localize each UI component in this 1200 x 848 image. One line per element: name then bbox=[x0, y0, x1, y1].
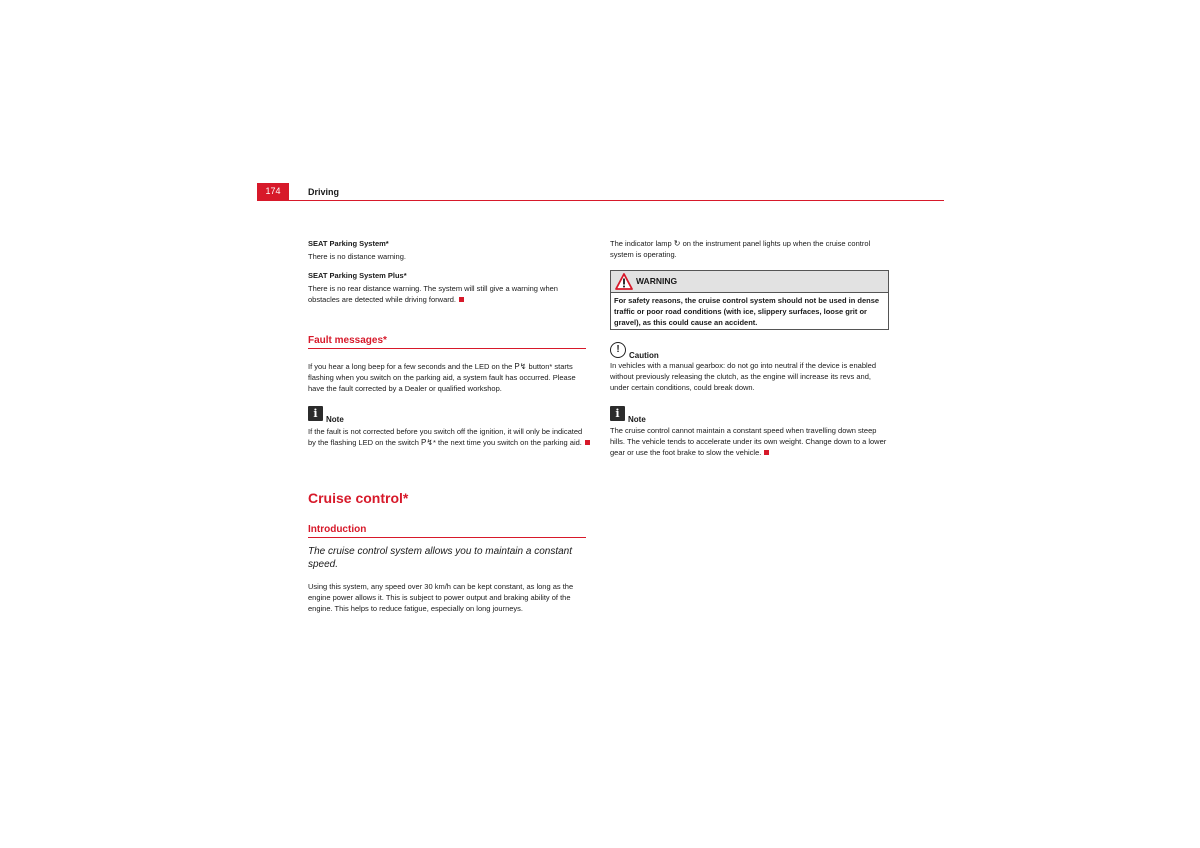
note-paragraph-left bbox=[308, 426, 590, 448]
end-mark bbox=[585, 440, 590, 445]
fault-paragraph bbox=[308, 361, 588, 394]
introduction-heading: Introduction bbox=[308, 524, 586, 538]
introduction-lead: The cruise control system allows you to maintain a constant speed. bbox=[308, 546, 573, 570]
fault-messages-heading: Fault messages* bbox=[308, 335, 586, 349]
end-mark bbox=[459, 297, 464, 302]
indicator-text-part1: The indicator lamp bbox=[610, 239, 674, 248]
cruise-control-lamp-icon: ↻ bbox=[673, 239, 681, 248]
fault-text-part1: If you hear a long beep for a few seconds and the LED on the bbox=[308, 362, 515, 371]
cruise-control-title: Cruise control* bbox=[308, 490, 409, 506]
warning-triangle-icon bbox=[615, 273, 633, 290]
warning-header bbox=[611, 271, 888, 293]
parking-plus-text: There is no rear distance warning. The system will still give a warning when obstacles are detected while driving forward. bbox=[308, 284, 558, 304]
indicator-paragraph bbox=[610, 238, 882, 260]
section-title: Driving bbox=[308, 187, 340, 197]
fault-text-part2: button* starts flashing when you switch on the parking aid, a system fault has occurred. Please have the fault corrected by a Dealer or qualified workshop. bbox=[308, 362, 576, 393]
header-rule bbox=[257, 200, 944, 201]
end-mark bbox=[764, 450, 769, 455]
note-header-right bbox=[610, 405, 646, 424]
warning-box bbox=[610, 270, 889, 330]
indicator-text-part2: on the instrument panel lights up when the cruise control system is operating. bbox=[610, 239, 871, 259]
note-text-part1: If the fault is not corrected before you switch off the ignition, it will only be indicated by the flashing LED on the switch bbox=[308, 427, 583, 447]
note-paragraph-right bbox=[610, 425, 888, 458]
page-number: 174 bbox=[257, 183, 289, 200]
parking-switch-icon: P↯ bbox=[420, 438, 434, 447]
introduction-text: Using this system, any speed over 30 km/h can be kept constant, as long as the engine power allows it. This is subject to power output and braking ability of the engine. This helps to reduce fatigue, especially on long journeys. bbox=[308, 582, 574, 613]
note-text: The cruise control cannot maintain a constant speed when travelling down steep hills. The vehicle tends to accelerate under its own weight. Change down to a lower gear or use the foot brake to slow the vehicle. bbox=[610, 426, 887, 457]
caution-icon: ! bbox=[610, 342, 626, 358]
warning-title: WARNING bbox=[636, 276, 678, 286]
note-title: Note bbox=[326, 415, 344, 424]
parking-system-title: SEAT Parking System* bbox=[308, 239, 389, 248]
caution-text: In vehicles with a manual gearbox: do not go into neutral if the device is enabled without previously releasing the clutch, as the engine will increase its revs and, under certain conditions, could break down. bbox=[610, 361, 877, 392]
parking-system-text: There is no distance warning. bbox=[308, 252, 406, 261]
warning-text: For safety reasons, the cruise control system should not be used in dense traffic or poor road conditions (with ice, slippery surfaces, loose grit or gravel), as this could cause an accident. bbox=[614, 296, 880, 327]
note-header-left bbox=[308, 405, 344, 424]
note-text-part2: * the next time you switch on the parking aid. bbox=[433, 438, 582, 447]
note-title: Note bbox=[628, 415, 646, 424]
caution-title: Caution bbox=[629, 351, 659, 360]
parking-switch-icon: P↯ bbox=[514, 362, 527, 371]
parking-plus-paragraph bbox=[308, 283, 588, 305]
info-note-icon: i bbox=[610, 406, 625, 421]
caution-header bbox=[610, 341, 659, 360]
parking-plus-title: SEAT Parking System Plus* bbox=[308, 271, 407, 280]
info-note-icon: i bbox=[308, 406, 323, 421]
